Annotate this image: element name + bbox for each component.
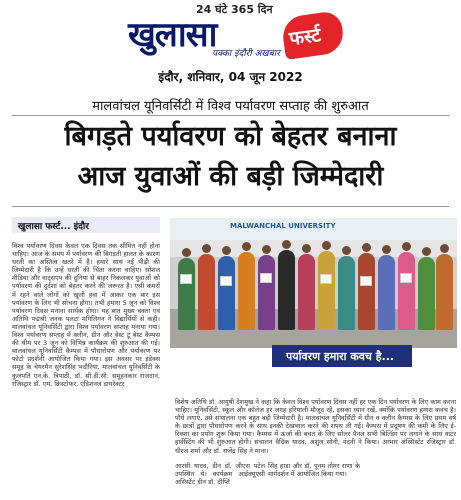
- person-head: [440, 244, 449, 253]
- article-foot-column-2: सिंह हाडा और डॉ. पूनम तोमर राणा के मार्गदर्शन में आयोजित किया गया।: [268, 462, 360, 479]
- person: [418, 257, 435, 330]
- photo-banner: [170, 218, 457, 240]
- event-photo: [170, 218, 457, 348]
- certificate: [360, 276, 372, 286]
- first-badge-text: फर्स्ट: [287, 24, 323, 51]
- divider: [12, 206, 449, 207]
- brand-subtitle: पक्का इंदौरी अखबार: [212, 49, 280, 59]
- divider: [12, 115, 449, 116]
- photo-caption: पर्यावरण हमारा कवच है...: [286, 350, 395, 363]
- person: [238, 252, 255, 330]
- person: [378, 255, 395, 330]
- person-head: [282, 240, 291, 249]
- masthead-tagline: 24 घंटे 365 दिन: [196, 3, 273, 16]
- person: [178, 258, 195, 330]
- person-head: [322, 241, 331, 250]
- person: [436, 254, 453, 330]
- article-kicker: मालवांचल यूनिवर्सिटी में विश्व पर्यावरण सप्ताह की शुरुआत: [92, 99, 369, 114]
- person: [298, 254, 315, 330]
- person: [318, 251, 335, 330]
- person: [398, 252, 415, 330]
- person-head: [262, 245, 271, 254]
- first-badge: [280, 10, 345, 60]
- person-head: [202, 244, 211, 253]
- person: [278, 250, 295, 330]
- photo-caption-strip: [272, 345, 412, 367]
- article-foot-column-1: आरसी यादव, डीन डॉ. जीएस पटेल उपस्थित थे। कार्यक्रम आईक्यूएसी असिस्टेंट डीन डॉ. दीप्ति: [175, 462, 265, 487]
- masthead: [0, 0, 461, 88]
- person-head: [222, 246, 231, 255]
- person-head: [422, 247, 431, 256]
- headline-line-1: बिगड़ते पर्यावरण को बेहतर बनाना: [64, 121, 397, 152]
- certificate: [400, 273, 412, 283]
- byline-box: [12, 217, 160, 233]
- person-head: [382, 245, 391, 254]
- byline: खुलासा फर्स्ट... इंदौर: [18, 222, 89, 232]
- person: [338, 256, 355, 330]
- article-left-column: विश्व पर्यावरण दिवस केवल एक दिवस तक सीमित नहीं होना चाहिए। आज के समय में पर्यावरण की बिगड़ती हालत के कारण धरती का अस्तित्व खतरे में है। हमारे साथ नई पीढ़ी की जिम्मेदारी है कि उन्हें धरती की चिंता करना चाहिए। सोशल मीडिया और वाट्सएप की दुनिया से बाहर निकलकर युवाओं को पर्यावरण की दुर्दशा को बेहतर करने की जरूरत है। एसी कमरों में रहने वाले लोगों को खुली हवा में आकर एक बार इस पर्यावरण के लिए भी सोचना होगा। तभी हमारा 5 जून को विश्व पर्यावरण दिवस मनाना सार्थक होगा। यह बात मुख्य वक्ता एवं अतिथि पद्मश्री जनक पलटा मगिलिगन ने विद्यार्थियों से कही। मालवांचल यूनिवर्सिटी द्वारा विश्व पर्यावरण सप्ताह मनाया गया। विश्व पर्यावरण सप्ताह में क्लीन, ग्रीन और वेस्ट टू बेस्ट कैम्पस की थीम पर 3 जून को विभिन्न कार्यक्रम की शुरुआत की गई। मालवांचल यूनिवर्सिटी कैम्पस में पौधारोपण और पर्यावरण पर फोटो प्रदर्शनी आयोजित किया गया। इस अवसर पर इंडेक्स समूह के चेयरमैन सुरेशसिंह भदौरिया, मालवांचल यूनिवर्सिटी के कुलपति एन.के. त्रिपाठी, डॉ. सी.डी.सी. समूहनकार राजदान, रजिस्ट्रार डॉ. एम. क्रिस्टोफर, एडिशनल डायरेक्टर: [12, 242, 160, 388]
- certificate: [320, 274, 332, 284]
- person: [198, 254, 215, 330]
- person: [218, 256, 235, 330]
- person: [258, 255, 275, 330]
- certificate: [180, 274, 192, 284]
- certificate: [220, 276, 232, 286]
- person-head: [362, 243, 371, 252]
- person-head: [182, 248, 191, 257]
- dateline: इंदौर, शनिवार, 04 जून 2022: [158, 70, 303, 84]
- person-head: [402, 242, 411, 251]
- photo-banner-text: MALWANCHAL UNIVERSITY: [230, 222, 336, 230]
- person: [358, 253, 375, 330]
- headline-line-2: आज युवाओं की बड़ी जिम्मेदारी: [77, 161, 384, 192]
- person-head: [302, 244, 311, 253]
- person-head: [242, 242, 251, 251]
- brand-logo-text: खुलासा: [128, 15, 217, 55]
- person-head: [342, 246, 351, 255]
- certificate: [260, 273, 272, 283]
- article-right-column: विशेष अतिथि डॉ. आयुषी देशमुख ने कहा कि केवल विश्व पर्यावरण दिवस नहीं हर एक दिन पर्यावरण के लिए काम करना चाहिए। यूनिवर्सिटी, स्कूल और कॉलेज हर जगह हरियाली मौजूद रहे, इसका ध्यान रखें, क्योंकि पर्यावरण हमारा कवच है। पौधे लगाएं, उसे संभालना एक बहुत बड़ी जिम्मेदारी है। मालवांचल यूनिवर्सिटी में ग्रीन व क्लीन कैम्पस के लिए प्रथम वर्ष के छात्रों द्वारा पौधारोपण करने के साथ इनकी देखभाल करने की शपथ ली गई। कैम्पस में प्रदूषण की कमी के लिए ई-रिक्शा का प्रयोग शुरू किया गया। कैम्पस में ऊर्जा की बचत के लिए सोलर पैनल सभी बिल्डिंग पर लगाने के साथ वाटर हार्वेस्टिंग की भी शुरुआत होगी। संचालन वैदिक यादव, अंशुल सोनी, नंदनी ने किया। आभार अस्सिस्टेंट रजिस्ट्रार डॉ. धीरज शर्मा और डॉ. राजेंद्र सिंह ने माना।: [175, 398, 456, 455]
